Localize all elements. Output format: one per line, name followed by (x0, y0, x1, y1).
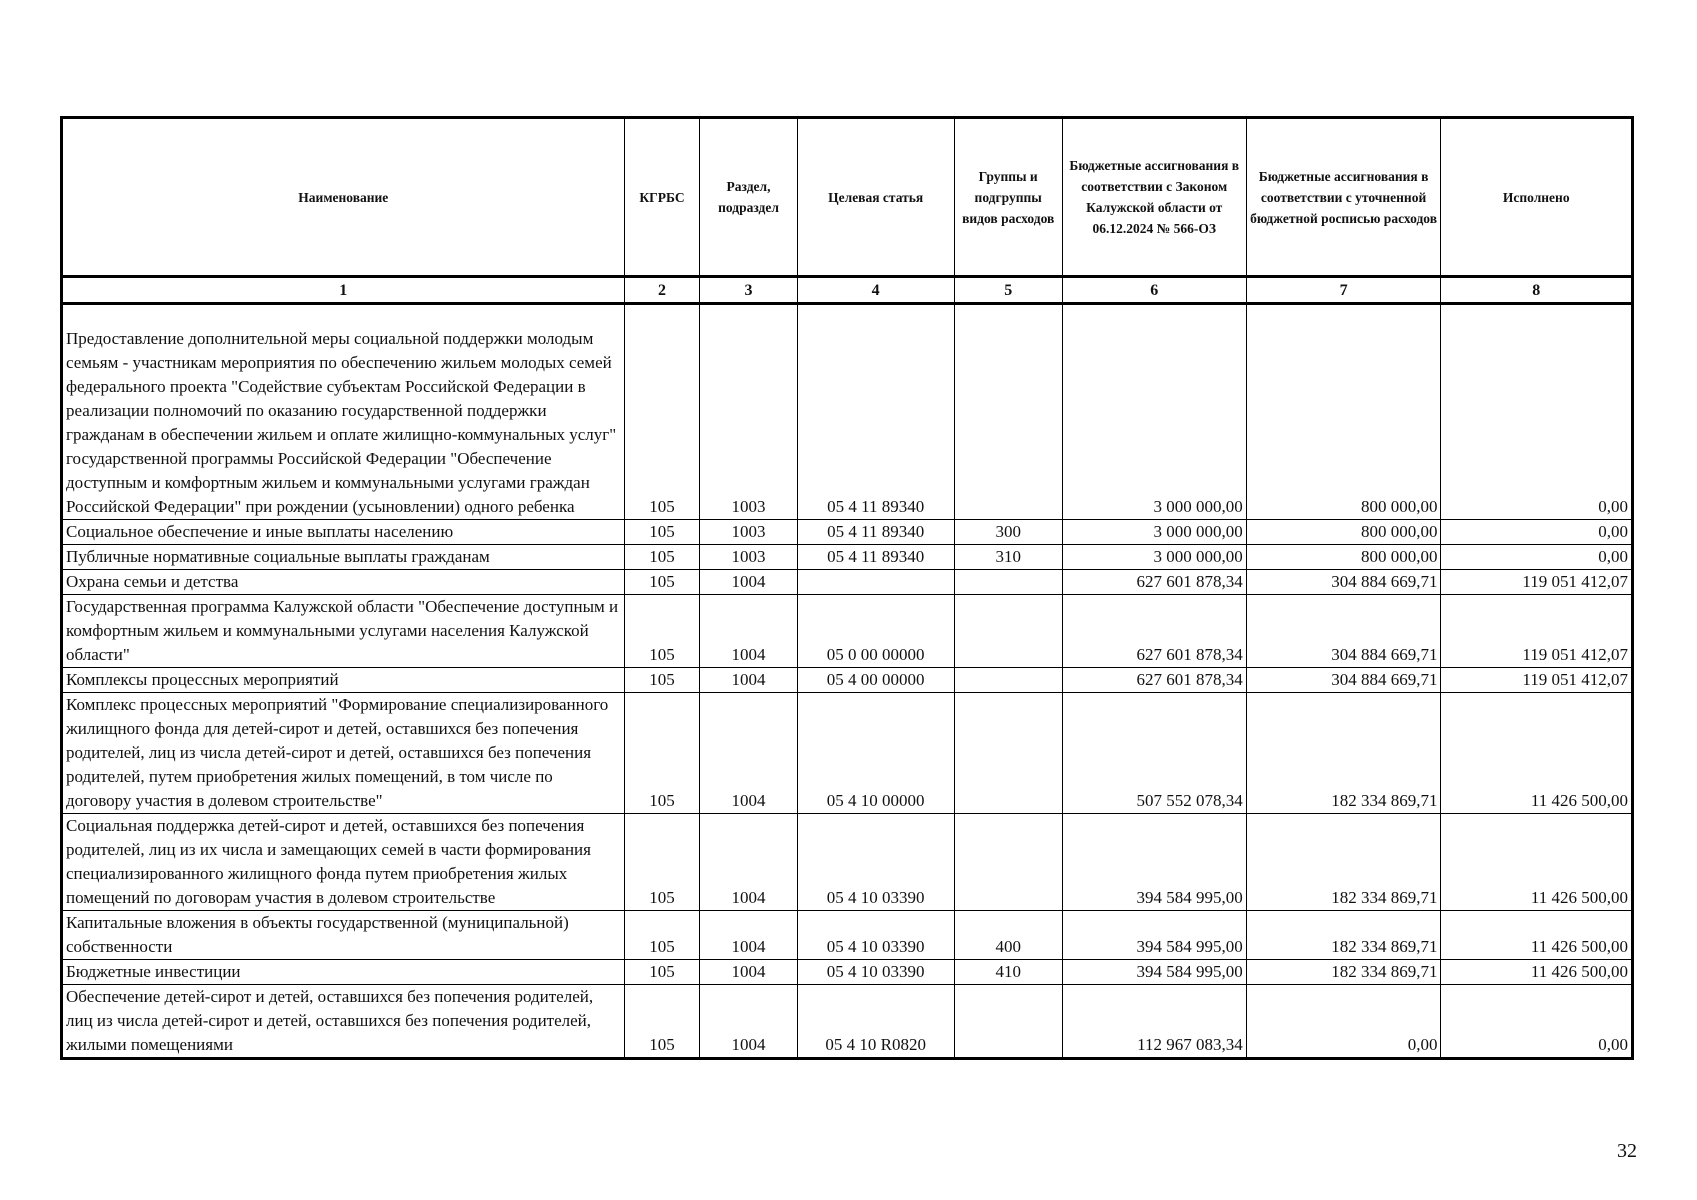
budget-table (60, 116, 1634, 1060)
row-law-amount: 3 000 000,00 (1062, 520, 1246, 545)
row-section: 1003 (700, 304, 797, 520)
row-refined-amount: 182 334 869,71 (1246, 693, 1441, 814)
row-kgrbs: 105 (624, 545, 700, 570)
row-expense-group: 300 (954, 520, 1062, 545)
table-row (62, 304, 1633, 520)
row-executed-amount: 0,00 (1441, 304, 1633, 520)
table-row (62, 595, 1633, 668)
row-name: Бюджетные инвестиции (62, 960, 625, 985)
table-row (62, 911, 1633, 960)
row-law-amount: 3 000 000,00 (1062, 545, 1246, 570)
row-name: Обеспечение детей-сирот и детей, оставшихся без попечения родителей, лиц из числа детей-сирот и детей, оставшихся без попечения родителей, жилыми помещениями (62, 985, 625, 1059)
col-header-name: Наименование (62, 118, 625, 277)
row-section: 1004 (700, 693, 797, 814)
row-refined-amount: 0,00 (1246, 985, 1441, 1059)
col-header-target-article: Целевая статья (797, 118, 954, 277)
table-row (62, 570, 1633, 595)
row-name: Государственная программа Калужской области "Обеспечение доступным и комфортным жильем и коммунальными услугами населения Калужской области" (62, 595, 625, 668)
row-expense-group (954, 668, 1062, 693)
row-kgrbs: 105 (624, 985, 700, 1059)
row-section: 1004 (700, 960, 797, 985)
row-kgrbs: 105 (624, 570, 700, 595)
row-name: Социальное обеспечение и иные выплаты населению (62, 520, 625, 545)
row-target-article: 05 0 00 00000 (797, 595, 954, 668)
row-executed-amount: 119 051 412,07 (1441, 668, 1633, 693)
column-number-row (62, 277, 1633, 304)
col-number: 6 (1062, 277, 1246, 304)
row-expense-group (954, 595, 1062, 668)
row-expense-group (954, 693, 1062, 814)
row-target-article: 05 4 10 03390 (797, 814, 954, 911)
row-refined-amount: 800 000,00 (1246, 304, 1441, 520)
row-target-article: 05 4 11 89340 (797, 545, 954, 570)
col-header-kgrbs: КГРБС (624, 118, 700, 277)
row-section: 1003 (700, 520, 797, 545)
row-target-article: 05 4 11 89340 (797, 304, 954, 520)
col-header-refined-allocations: Бюджетные ассигнования в соответствии с уточненной бюджетной росписью расходов (1246, 118, 1441, 277)
table-row (62, 960, 1633, 985)
row-law-amount: 627 601 878,34 (1062, 595, 1246, 668)
row-kgrbs: 105 (624, 911, 700, 960)
col-number: 5 (954, 277, 1062, 304)
col-number: 8 (1441, 277, 1633, 304)
row-expense-group: 400 (954, 911, 1062, 960)
row-expense-group: 410 (954, 960, 1062, 985)
col-number: 7 (1246, 277, 1441, 304)
row-kgrbs: 105 (624, 814, 700, 911)
row-name: Социальная поддержка детей-сирот и детей, оставшихся без попечения родителей, лиц из их числа и замещающих семей в части формирования специализированного жилищного фонда путем приобретения жилых помещений по договорам участия в долевом строительстве (62, 814, 625, 911)
row-refined-amount: 304 884 669,71 (1246, 595, 1441, 668)
row-law-amount: 3 000 000,00 (1062, 304, 1246, 520)
row-target-article: 05 4 10 00000 (797, 693, 954, 814)
row-executed-amount: 0,00 (1441, 545, 1633, 570)
col-number: 1 (62, 277, 625, 304)
col-header-expense-group: Группы и подгруппы видов расходов (954, 118, 1062, 277)
col-number: 4 (797, 277, 954, 304)
row-kgrbs: 105 (624, 520, 700, 545)
row-section: 1004 (700, 985, 797, 1059)
row-target-article: 05 4 10 03390 (797, 911, 954, 960)
col-header-executed: Исполнено (1441, 118, 1633, 277)
row-name: Капитальные вложения в объекты государственной (муниципальной) собственности (62, 911, 625, 960)
table-row (62, 693, 1633, 814)
row-law-amount: 627 601 878,34 (1062, 570, 1246, 595)
row-kgrbs: 105 (624, 668, 700, 693)
row-kgrbs: 105 (624, 595, 700, 668)
row-expense-group: 310 (954, 545, 1062, 570)
page-number: 32 (1617, 1140, 1637, 1162)
table-row (62, 668, 1633, 693)
row-expense-group (954, 570, 1062, 595)
row-executed-amount: 0,00 (1441, 520, 1633, 545)
row-section: 1004 (700, 814, 797, 911)
table-row (62, 814, 1633, 911)
row-target-article: 05 4 00 00000 (797, 668, 954, 693)
row-section: 1004 (700, 595, 797, 668)
row-name: Комплекс процессных мероприятий "Формирование специализированного жилищного фонда для детей-сирот и детей, оставшихся без попечения родителей, лиц из числа детей-сирот и детей, оставшихся без попечения родителей, путем приобретения жилых помещений, в том числе по договору участия в долевом строительстве" (62, 693, 625, 814)
row-kgrbs: 105 (624, 960, 700, 985)
row-refined-amount: 182 334 869,71 (1246, 911, 1441, 960)
row-expense-group (954, 814, 1062, 911)
row-refined-amount: 182 334 869,71 (1246, 960, 1441, 985)
row-section: 1004 (700, 668, 797, 693)
row-name: Охрана семьи и детства (62, 570, 625, 595)
row-kgrbs: 105 (624, 304, 700, 520)
row-expense-group (954, 304, 1062, 520)
row-executed-amount: 11 426 500,00 (1441, 693, 1633, 814)
row-section: 1003 (700, 545, 797, 570)
row-law-amount: 507 552 078,34 (1062, 693, 1246, 814)
table-row (62, 985, 1633, 1059)
row-section: 1004 (700, 911, 797, 960)
row-law-amount: 394 584 995,00 (1062, 814, 1246, 911)
row-kgrbs: 105 (624, 693, 700, 814)
row-target-article: 05 4 10 R0820 (797, 985, 954, 1059)
col-number: 3 (700, 277, 797, 304)
row-name: Публичные нормативные социальные выплаты гражданам (62, 545, 625, 570)
row-refined-amount: 304 884 669,71 (1246, 668, 1441, 693)
row-expense-group (954, 985, 1062, 1059)
budget-table-container (60, 116, 1634, 1060)
row-refined-amount: 800 000,00 (1246, 520, 1441, 545)
table-row (62, 545, 1633, 570)
row-refined-amount: 182 334 869,71 (1246, 814, 1441, 911)
row-executed-amount: 0,00 (1441, 985, 1633, 1059)
row-refined-amount: 800 000,00 (1246, 545, 1441, 570)
col-header-section: Раздел, подраздел (700, 118, 797, 277)
row-law-amount: 394 584 995,00 (1062, 911, 1246, 960)
col-header-law-allocations: Бюджетные ассигнования в соответствии с Законом Калужской области от 06.12.2024 № 566-ОЗ (1062, 118, 1246, 277)
row-executed-amount: 119 051 412,07 (1441, 570, 1633, 595)
row-executed-amount: 11 426 500,00 (1441, 814, 1633, 911)
row-target-article: 05 4 10 03390 (797, 960, 954, 985)
row-section: 1004 (700, 570, 797, 595)
row-target-article: 05 4 11 89340 (797, 520, 954, 545)
table-row (62, 520, 1633, 545)
row-target-article (797, 570, 954, 595)
table-header-row (62, 118, 1633, 277)
row-law-amount: 112 967 083,34 (1062, 985, 1246, 1059)
row-executed-amount: 11 426 500,00 (1441, 960, 1633, 985)
row-name: Комплексы процессных мероприятий (62, 668, 625, 693)
row-name: Предоставление дополнительной меры социальной поддержки молодым семьям - участникам мероприятия по обеспечению жильем молодых семей федерального проекта "Содействие субъектам Российской Федерации в реализации полномочий по оказанию государственной поддержки гражданам в обеспечении жильем и оплате жилищно-коммунальных услуг" государственной программы Российской Федерации "Обеспечение доступным и комфортным жильем и коммунальными услугами граждан Российской Федерации" при рождении (усыновлении) одного ребенка (62, 304, 625, 520)
row-law-amount: 394 584 995,00 (1062, 960, 1246, 985)
row-law-amount: 627 601 878,34 (1062, 668, 1246, 693)
row-executed-amount: 119 051 412,07 (1441, 595, 1633, 668)
row-refined-amount: 304 884 669,71 (1246, 570, 1441, 595)
row-executed-amount: 11 426 500,00 (1441, 911, 1633, 960)
col-number: 2 (624, 277, 700, 304)
